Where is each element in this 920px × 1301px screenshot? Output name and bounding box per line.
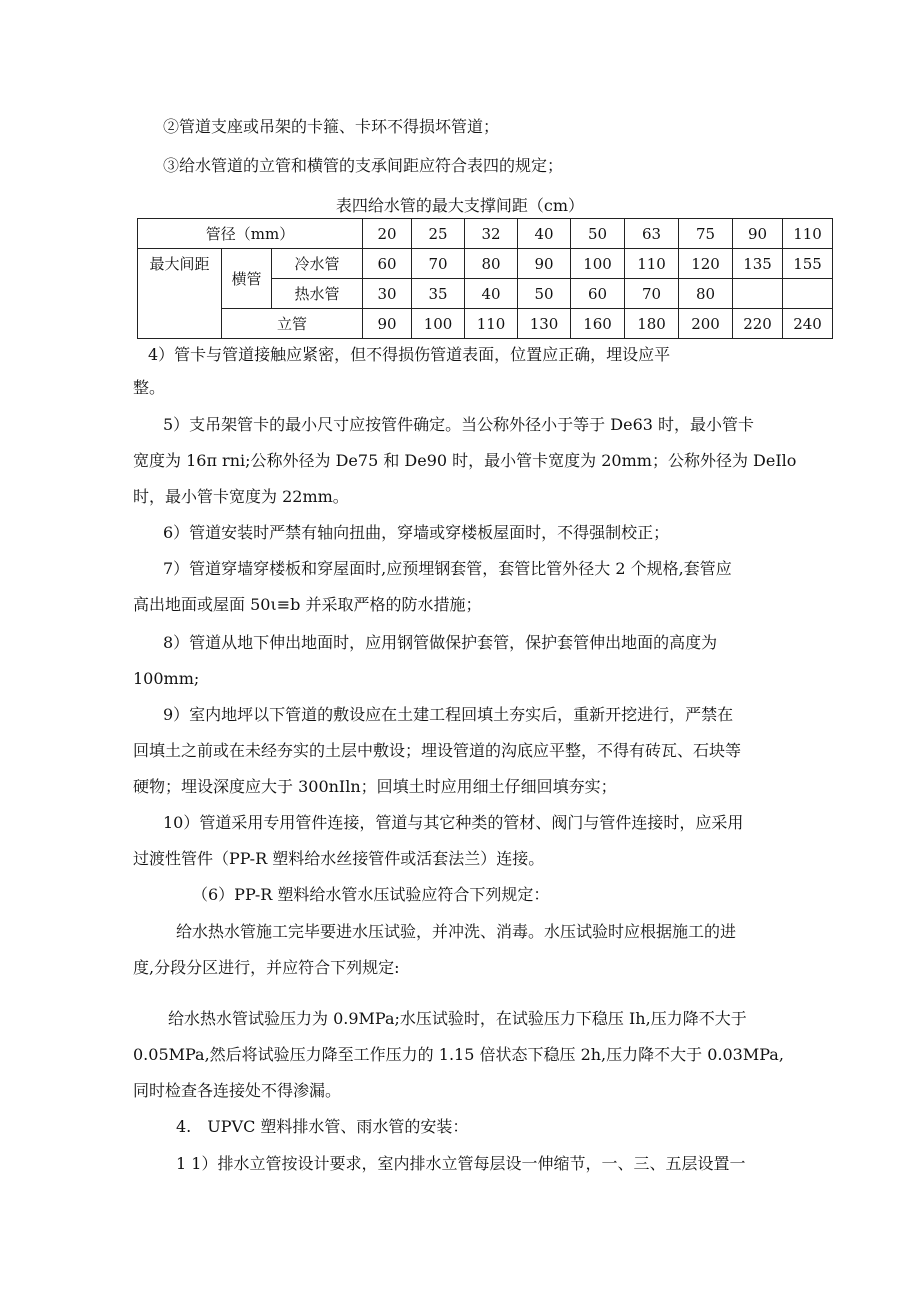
- table-cell: 160: [571, 309, 625, 339]
- text-line: 4）管卡与管道接触应紧密，但不得损伤管道表面，位置应正确，埋设应平: [148, 345, 671, 364]
- table-cell: 75: [679, 219, 733, 249]
- table-cell: 30: [363, 279, 412, 309]
- table-cell: 90: [363, 309, 412, 339]
- table-header-cold: 冷水管: [272, 249, 363, 279]
- text-line: 度,分段分区进行，并应符合下列规定:: [133, 958, 400, 977]
- list-item-3: ③给水管道的立管和横管的支承间距应符合表四的规定；: [163, 156, 564, 175]
- table-cell: 70: [412, 249, 465, 279]
- table-cell: 200: [679, 309, 733, 339]
- text-line: 硬物；埋设深度应大于 300nIln；回填土时应用细土仔细回填夯实；: [133, 777, 617, 796]
- table-cell: [733, 279, 783, 309]
- text-line: 宽度为 16π rni;公称外径为 De75 和 De90 时，最小管卡宽度为 20mm；公称外径为 DeIlo: [133, 451, 797, 470]
- table-cell: 135: [733, 249, 783, 279]
- table-row: [138, 309, 833, 339]
- text-line: 5）支吊架管卡的最小尺寸应按管件确定。当公称外径小于等于 De63 时，最小管卡: [163, 415, 755, 434]
- table-cell: 220: [733, 309, 783, 339]
- table-cell: 110: [465, 309, 518, 339]
- text-line: 时，最小管卡宽度为 22mm。: [133, 487, 349, 506]
- table-cell: 120: [679, 249, 733, 279]
- table-cell: 25: [412, 219, 465, 249]
- table-caption: 表四给水管的最大支撑间距（cm）: [335, 196, 585, 215]
- list-item-2: ②管道支座或吊架的卡箍、卡环不得损坏管道；: [163, 117, 500, 136]
- text-line: 过渡性管件（PP-R 塑料给水丝接管件或活套法兰）连接。: [133, 849, 545, 868]
- table-cell: 90: [733, 219, 783, 249]
- table-cell: 63: [625, 219, 679, 249]
- table-cell: 50: [518, 279, 571, 309]
- text-line: 7）管道穿墙穿楼板和穿屋面时,应预埋钢套管，套管比管外径大 2 个规格,套管应: [163, 559, 732, 578]
- table-cell: 155: [783, 249, 833, 279]
- table-cell: 40: [518, 219, 571, 249]
- text-line: 整。: [133, 378, 166, 397]
- table-cell: 110: [625, 249, 679, 279]
- text-line: 8）管道从地下伸出地面时，应用钢管做保护套管，保护套管伸出地面的高度为: [163, 633, 718, 652]
- table-cell: 50: [571, 219, 625, 249]
- table-header-max-spacing: 最大间距: [138, 249, 222, 339]
- table-cell: 60: [571, 279, 625, 309]
- table-header-horizontal: 横管: [222, 249, 272, 309]
- text-line: 给水热水管试验压力为 0.9MPa;水压试验时，在试验压力下稳压 Ih,压力降不大于: [168, 1009, 747, 1028]
- text-line: 1 1）排水立管按设计要求，室内排水立管每层设一伸缩节，一、三、五层设置一: [176, 1154, 746, 1173]
- support-spacing-table: [137, 218, 833, 339]
- table-header-hot: 热水管: [272, 279, 363, 309]
- text-line: 同时检查各连接处不得渗漏。: [133, 1081, 342, 1100]
- table-row: [138, 249, 833, 279]
- table-cell: 80: [465, 249, 518, 279]
- table-cell: [783, 279, 833, 309]
- table-cell: 80: [679, 279, 733, 309]
- text-line: 100mm;: [133, 669, 200, 688]
- table-header-diameter: 管径（mm）: [138, 219, 363, 249]
- table-cell: 180: [625, 309, 679, 339]
- table-row: [138, 219, 833, 249]
- table-cell: 40: [465, 279, 518, 309]
- table-cell: 100: [571, 249, 625, 279]
- table-header-vertical: 立管: [222, 309, 363, 339]
- text-line: 给水热水管施工完毕要进水压试验，并冲洗、消毒。水压试验时应根据施工的进: [176, 922, 737, 941]
- table-cell: 130: [518, 309, 571, 339]
- table-cell: 20: [363, 219, 412, 249]
- table-cell: 110: [783, 219, 833, 249]
- text-line: 6）管道安装时严禁有轴向扭曲，穿墙或穿楼板屋面时，不得强制校正；: [163, 523, 670, 542]
- table-cell: 100: [412, 309, 465, 339]
- table-cell: 70: [625, 279, 679, 309]
- section-4-heading: 4. UPVC 塑料排水管、雨水管的安装：: [176, 1117, 469, 1136]
- text-line: 0.05MPa,然后将试验压力降至工作压力的 1.15 倍状态下稳压 2h,压力降不大于 0.03MPa,: [133, 1045, 784, 1064]
- section-6-heading: （6）PP-R 塑料给水管水压试验应符合下列规定：: [192, 885, 550, 904]
- table-cell: 32: [465, 219, 518, 249]
- table-cell: 35: [412, 279, 465, 309]
- table-cell: 240: [783, 309, 833, 339]
- table-cell: 60: [363, 249, 412, 279]
- table-cell: 90: [518, 249, 571, 279]
- text-line: 回填土之前或在未经夯实的土层中敷设；埋设管道的沟底应平整，不得有砖瓦、石块等: [133, 741, 742, 760]
- text-line: 9）室内地坪以下管道的敷设应在土建工程回填土夯实后，重新开挖进行，严禁在: [163, 705, 734, 724]
- text-line: 10）管道采用专用管件连接，管道与其它种类的管材、阀门与管件连接时，应采用: [163, 813, 744, 832]
- text-line: 高出地面或屋面 50ι≡b 并采取严格的防水措施；: [133, 595, 482, 614]
